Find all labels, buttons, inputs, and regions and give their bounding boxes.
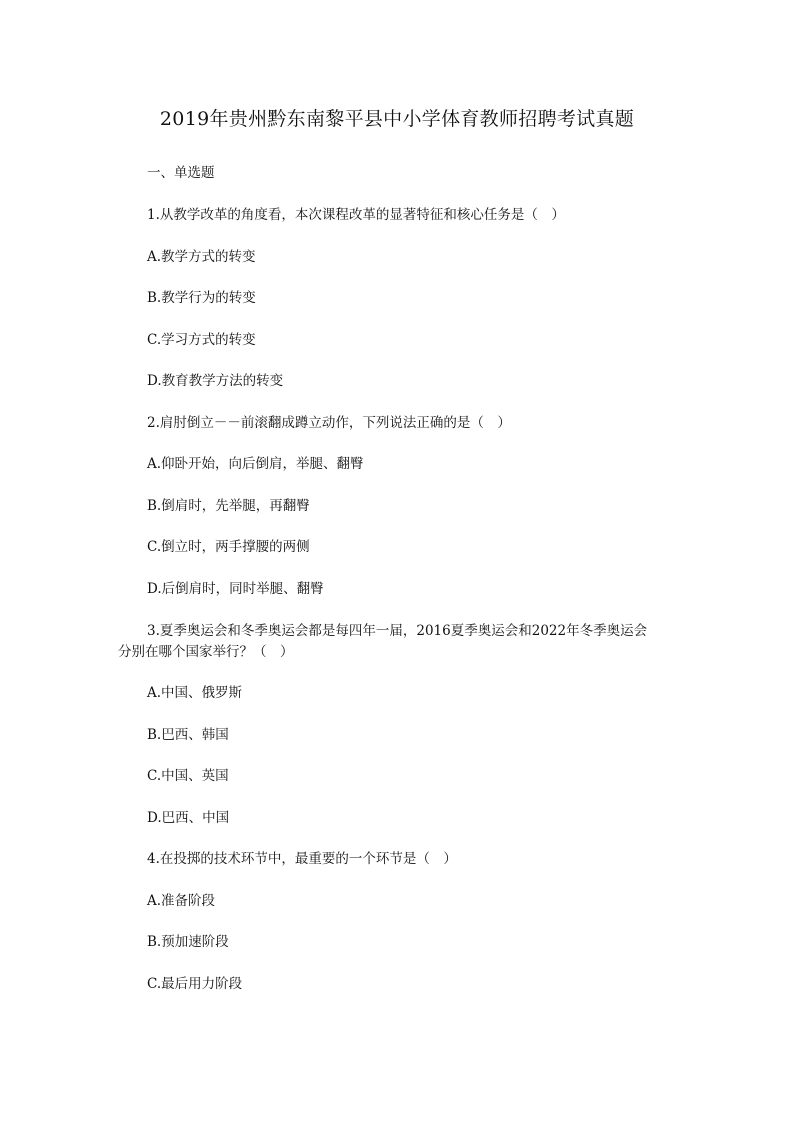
question-4-option-b: B.预加速阶段 bbox=[147, 934, 229, 950]
question-2-option-a: A.仰卧开始，向后倒肩，举腿、翻臀 bbox=[147, 456, 364, 472]
question-3-stem-continuation: 分别在哪个国家举行？（ ） bbox=[118, 644, 294, 660]
question-4-option-a: A.准备阶段 bbox=[147, 893, 216, 909]
question-3-stem: 3.夏季奥运会和冬季奥运会都是每四年一届，2016夏季奥运会和2022年冬季奥运会 bbox=[147, 623, 648, 639]
question-4-option-c: C.最后用力阶段 bbox=[147, 976, 243, 992]
question-3-option-b: B.巴西、韩国 bbox=[147, 727, 229, 743]
question-1-stem: 1.从教学改革的角度看，本次课程改革的显著特征和核心任务是（ ） bbox=[147, 207, 565, 223]
question-4-stem: 4.在投掷的技术环节中，最重要的一个环节是（ ） bbox=[147, 851, 457, 867]
question-2-stem: 2.肩肘倒立－－前滚翻成蹲立动作，下列说法正确的是（ ） bbox=[147, 415, 511, 431]
question-2-option-c: C.倒立时，两手撑腰的两侧 bbox=[147, 539, 310, 555]
question-1-option-a: A.教学方式的转变 bbox=[147, 249, 256, 265]
question-1-option-d: D.教育教学方法的转变 bbox=[147, 373, 284, 389]
question-3-option-c: C.中国、英国 bbox=[147, 768, 229, 784]
question-3-option-d: D.巴西、中国 bbox=[147, 810, 230, 826]
page-title: 2019年贵州黔东南黎平县中小学体育教师招聘考试真题 bbox=[159, 108, 635, 130]
question-2-option-d: D.后倒肩时，同时举腿、翻臀 bbox=[147, 581, 324, 597]
question-1-option-b: B.教学行为的转变 bbox=[147, 290, 256, 306]
question-1-option-c: C.学习方式的转变 bbox=[147, 332, 256, 348]
question-3-option-a: A.中国、俄罗斯 bbox=[147, 685, 243, 701]
section-heading: 一、单选题 bbox=[147, 165, 215, 181]
question-2-option-b: B.倒肩时，先举腿，再翻臀 bbox=[147, 498, 310, 514]
